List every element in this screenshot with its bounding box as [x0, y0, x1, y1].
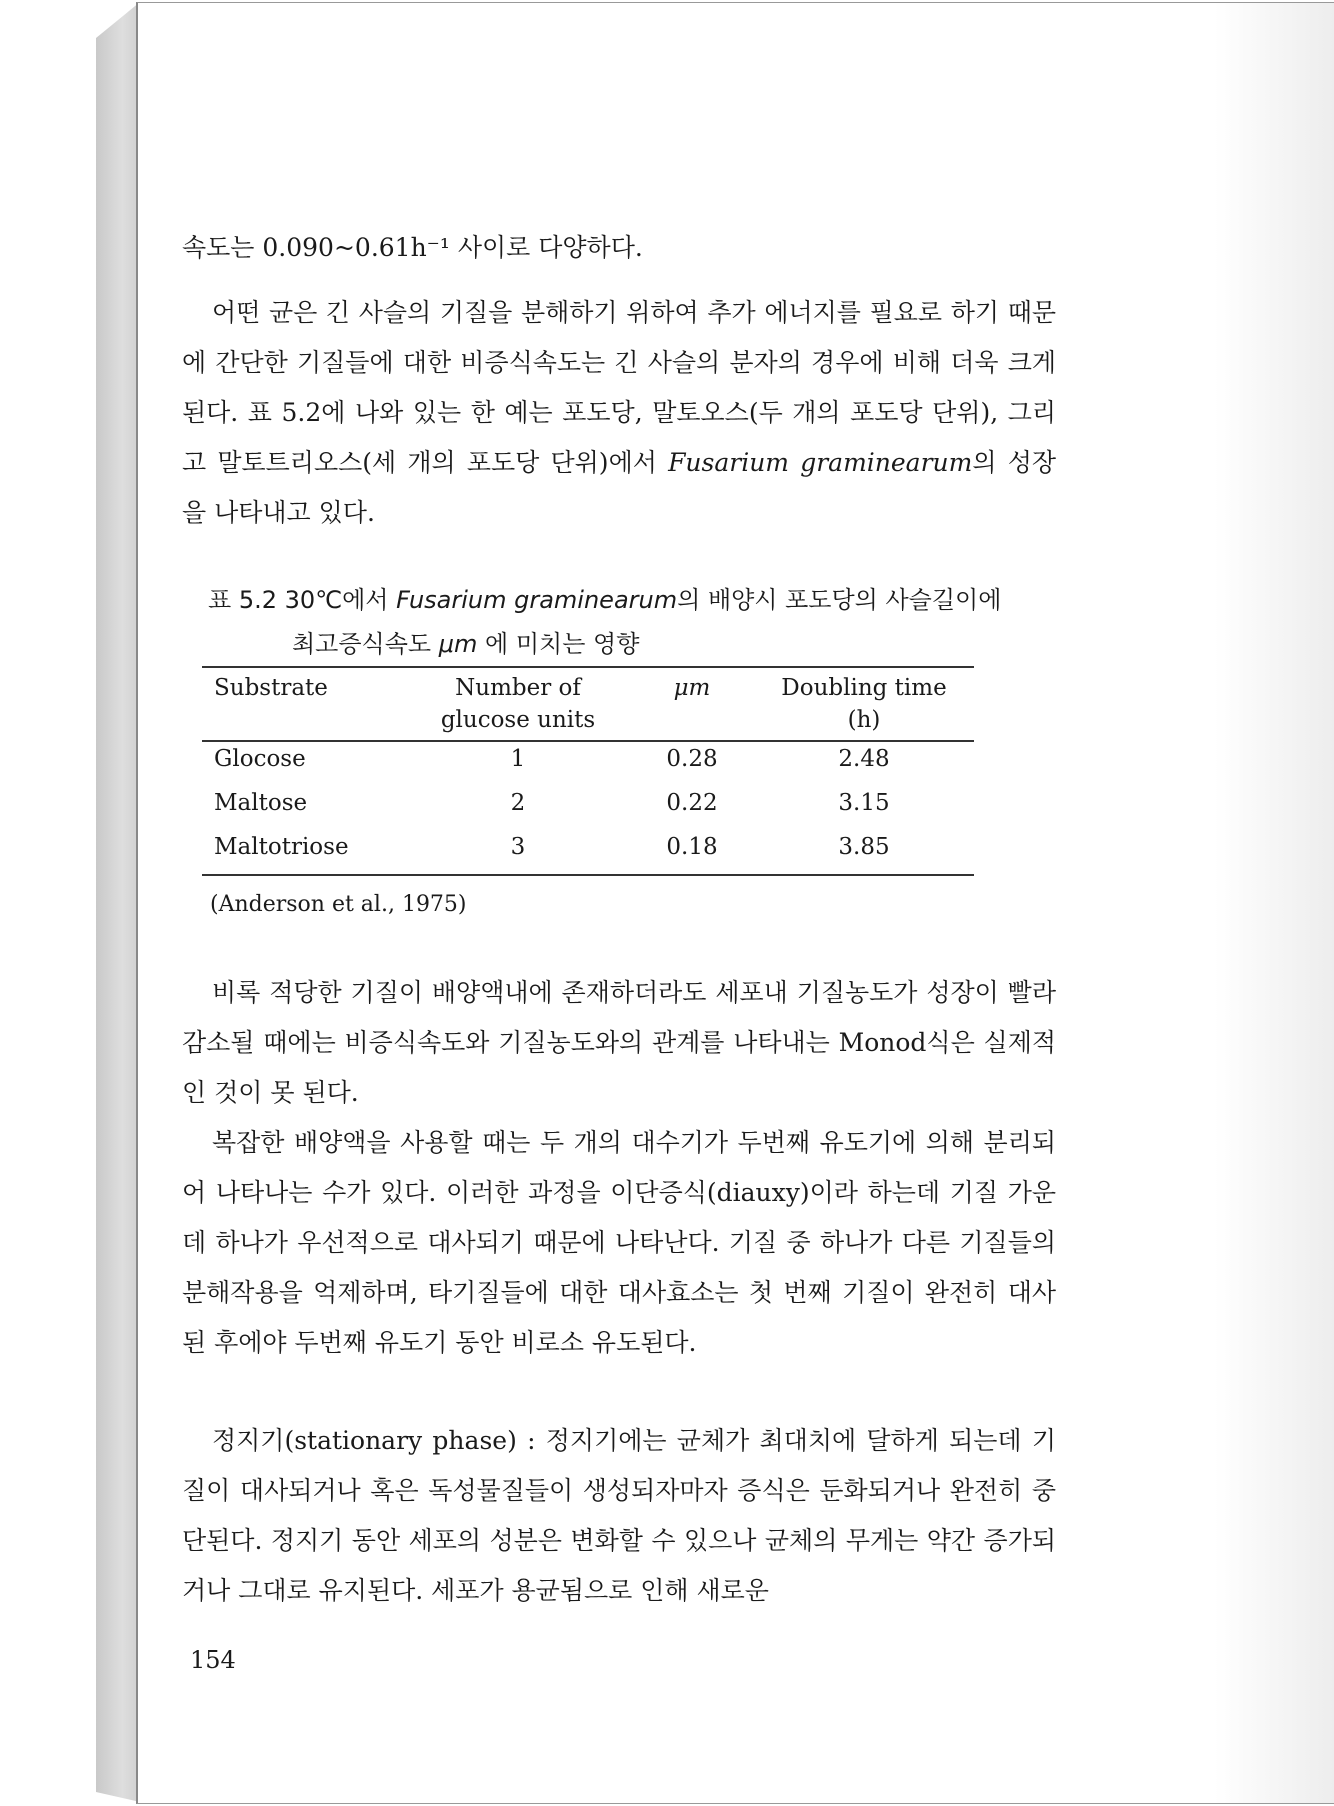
- page-number: 154: [190, 1646, 236, 1674]
- data-table: [202, 666, 974, 876]
- table-caption: 표 5.2 30℃에서 Fusarium graminearum의 배양시 포도당의 사슬길이에 최고증식속도 μm 에 미치는 영향: [208, 586, 1002, 658]
- book-spine: [96, 2, 140, 1802]
- paragraph-4: 정지기(stationary phase) : 정지기에는 균체가 최대치에 달하게 되는데 기질이 대사되거나 혹은 독성물질들이 생성되자마자 증식은 둔화되거나 완전히 중단된다. 정지기 동안 세포의 성분은 변화할 수 있으나 균체의 무게는 약간 증가되거나 그대로 유지된다. 세포가 용균됨으로 인해 새로운: [182, 1426, 1056, 1605]
- table-row: Maltotriose 3 0.18 3.85: [202, 830, 974, 875]
- table-row: Maltose 2 0.22 3.15: [214, 790, 890, 816]
- paragraph-1-text: 어떤 균은 긴 사슬의 기질을 분해하기 위하여 추가 에너지를 필요로 하기 때문에 간단한 기질들에 대한 비증식속도는 긴 사슬의 분자의 경우에 비해 더욱 크게 된다. 표 5.2에 나와 있는 한 예는 포도당, 말토오스(두 개의 포도당 단위), 그리고 말토트리오스(세 개의 포도당 단위)에서: [182, 298, 1056, 477]
- paragraph-1: [182, 288, 1056, 538]
- caption-species: Fusarium graminearum: [396, 586, 678, 614]
- paragraph-3: 복잡한 배양액을 사용할 때는 두 개의 대수기가 두번째 유도기에 의해 분리되어 나타나는 수가 있다. 이러한 과정을 이단증식(diauxy)이라 하는데 기질 가운데 하나가 우선적으로 대사되기 때문에 나타난다. 기질 중 하나가 다른 기질들의 분해작용을 억제하며, 타기질들에 대한 대사효소는 첫 번째 기질이 완전히 대사된 후에야 두번째 유도기 동안 비로소 유도된다.: [182, 1128, 1056, 1357]
- header-mu: μm: [673, 675, 711, 701]
- first-line: 속도는 0.090~0.61h⁻¹ 사이로 다양하다.: [182, 233, 643, 262]
- paragraph-1-end: 의 성장을 나타내고 있다.: [182, 448, 1056, 527]
- header-substrate: Substrate: [214, 675, 328, 701]
- header-doubling-time: Doubling time (h): [781, 675, 947, 733]
- mu-symbol: μm: [438, 630, 478, 658]
- header-glucose-units: Number of glucose units: [440, 675, 596, 733]
- table-source: (Anderson et al., 1975): [210, 892, 467, 917]
- table-row: Glocose 1 0.28 2.48: [214, 746, 890, 772]
- table-header-row: [202, 667, 974, 741]
- species-name: Fusarium graminearum: [668, 448, 973, 477]
- paragraph-2: 비록 적당한 기질이 배양액내에 존재하더라도 세포내 기질농도가 성장이 빨라 감소될 때에는 비증식속도와 기질농도와의 관계를 나타내는 Monod식은 실제적인 것이 못 된다.: [182, 978, 1056, 1107]
